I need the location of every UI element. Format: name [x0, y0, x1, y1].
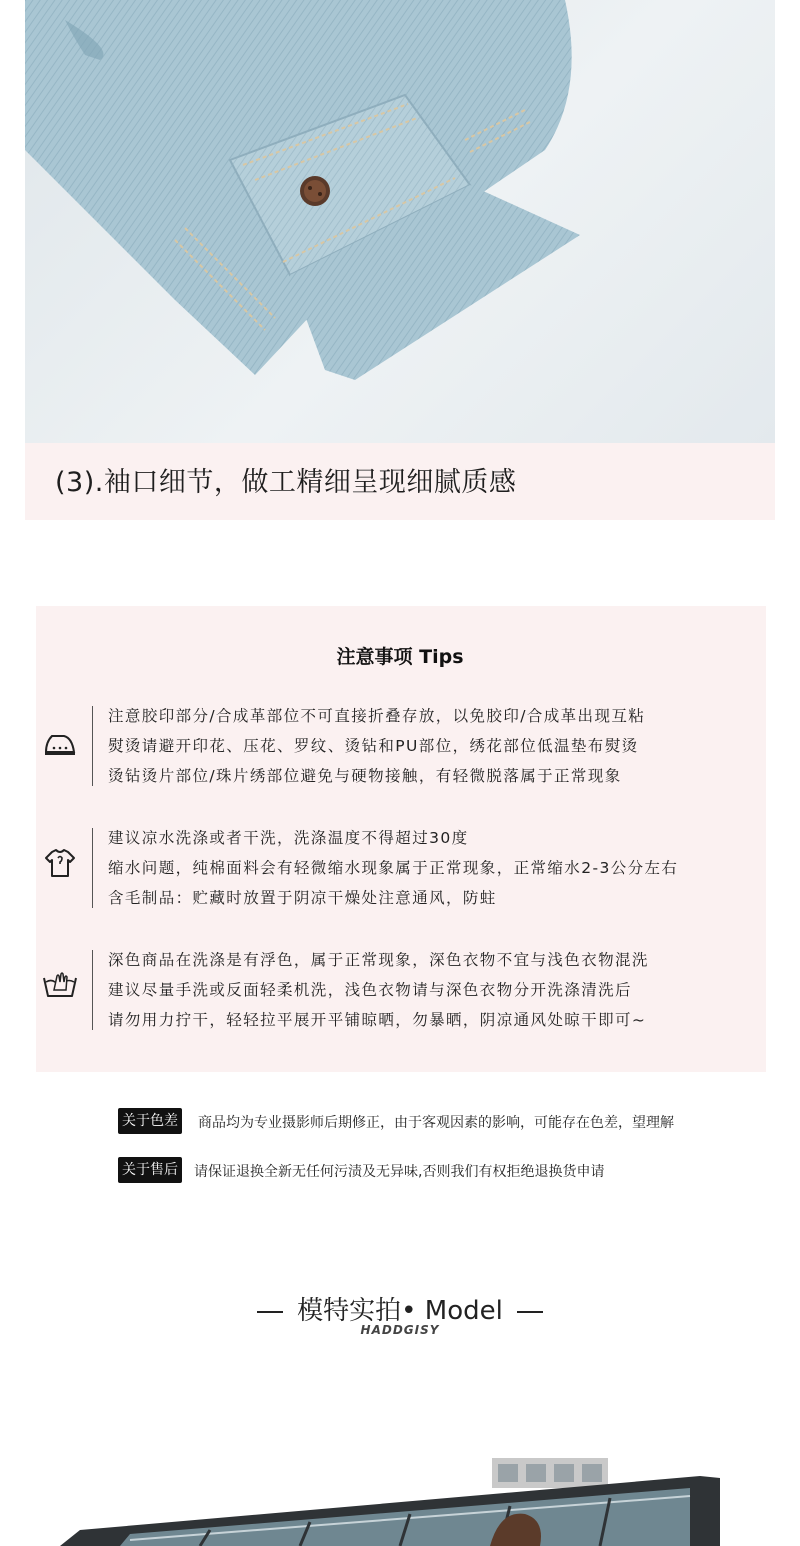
- model-section-heading: [0, 1290, 800, 1327]
- tip-divider: [92, 706, 93, 786]
- tip-line: 烫钻烫片部位/珠片绣部位避免与硬物接触，有轻微脱落属于正常现象: [108, 767, 622, 785]
- tip-line: 请勿用力拧干，轻轻拉平展开平铺晾晒，勿暴晒，阴凉通风处晾干即可~: [108, 1011, 647, 1029]
- cuff-detail-photo: [25, 0, 775, 443]
- tip-group-hand-wash: [0, 948, 800, 1044]
- iron-icon: [42, 728, 78, 760]
- building-illustration: [0, 1380, 800, 1546]
- model-brand-subheading: HADDGISY: [360, 1323, 440, 1337]
- tips-title: 注意事项 Tips: [336, 646, 464, 668]
- tip-line: 缩水问题，纯棉面料会有轻微缩水现象属于正常现象，正常缩水2-3公分左右: [108, 859, 679, 877]
- model-heading-text: 模特实拍• Model: [297, 1296, 503, 1326]
- color-difference-text: 商品均为专业摄影师后期修正，由于客观因素的影响，可能存在色差，望理解: [198, 1115, 674, 1131]
- tip-line: 含毛制品：贮藏时放置于阴凉干燥处注意通风，防蛀: [108, 889, 497, 907]
- tip-line: 熨烫请避开印花、压花、罗纹、烫钻和PU部位，绣花部位低温垫布熨烫: [108, 737, 639, 755]
- tip-line: 建议尽量手洗或反面轻柔机洗，浅色衣物请与深色衣物分开洗涤清洗后: [108, 981, 632, 999]
- hand-wash-icon: [42, 968, 78, 1000]
- denim-sleeve-illustration: [25, 0, 775, 443]
- tip-divider: [92, 828, 93, 908]
- tip-group-washing: [0, 826, 800, 922]
- tip-line: 建议凉水洗涤或者干洗，洗涤温度不得超过30度: [108, 829, 469, 847]
- color-difference-badge: 关于色差: [118, 1108, 182, 1134]
- shirt-care-icon: [42, 846, 78, 878]
- heading-dash-left: [257, 1311, 283, 1313]
- model-photo: [0, 1380, 800, 1546]
- cuff-caption: (3).袖口细节，做工精细呈现细腻质感: [55, 467, 517, 498]
- tip-divider: [92, 950, 93, 1030]
- heading-dash-right: [517, 1311, 543, 1313]
- tip-line: 注意胶印部分/合成革部位不可直接折叠存放，以免胶印/合成革出现互粘: [108, 707, 646, 725]
- tip-group-ironing: [0, 704, 800, 800]
- tip-line: 深色商品在洗涤是有浮色，属于正常现象，深色衣物不宜与浅色衣物混洗: [108, 951, 649, 969]
- after-sales-text: 请保证退换全新无任何污渍及无异味,否则我们有权拒绝退换货申请: [194, 1164, 605, 1180]
- after-sales-badge: 关于售后: [118, 1157, 182, 1183]
